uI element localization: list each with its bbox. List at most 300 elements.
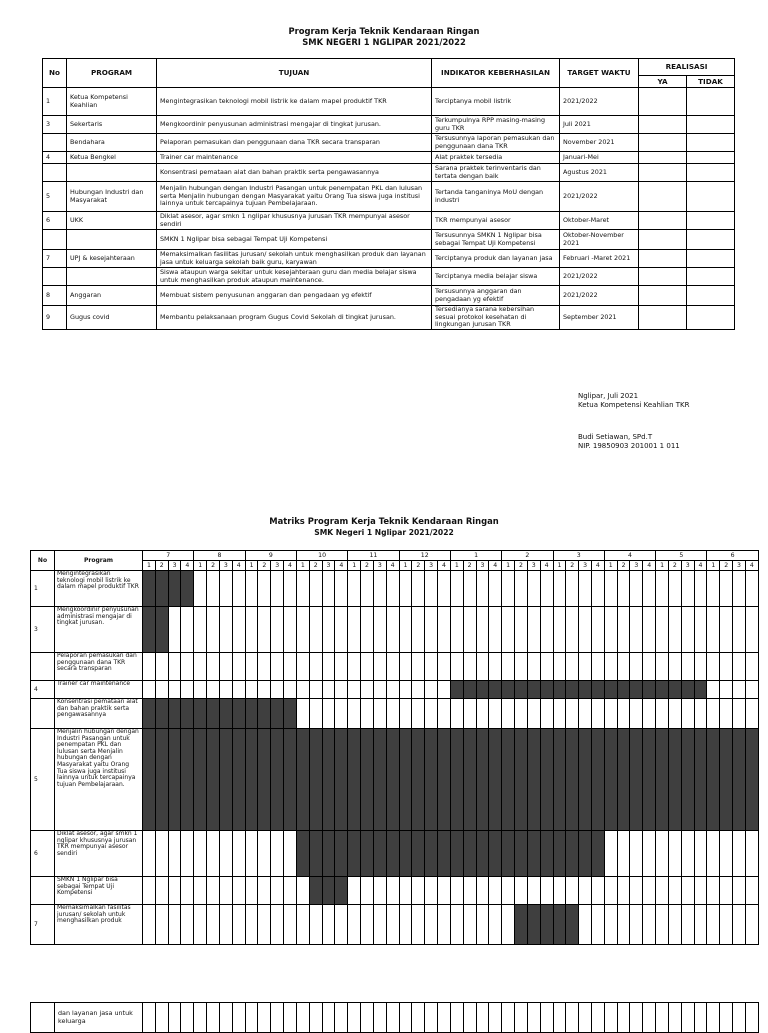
schedule-cell — [745, 831, 758, 877]
cell-no — [43, 268, 67, 286]
week-header: 1 — [707, 561, 720, 571]
schedule-cell — [399, 1003, 412, 1033]
schedule-cell — [219, 571, 232, 607]
schedule-cell — [258, 571, 271, 607]
cell-ya — [639, 286, 687, 306]
schedule-cell-filled — [527, 831, 540, 877]
schedule-cell — [232, 571, 245, 607]
schedule-cell-filled — [527, 1003, 540, 1033]
schedule-cell — [194, 1003, 207, 1033]
cell-tidak — [687, 286, 735, 306]
schedule-cell-filled — [553, 1003, 566, 1033]
schedule-cell — [348, 877, 361, 905]
week-header: 4 — [284, 561, 297, 571]
cell-target: Oktober-Maret — [560, 212, 639, 230]
cell-no: 3 — [43, 116, 67, 134]
schedule-cell — [284, 877, 297, 905]
month-header: 12 — [399, 551, 450, 561]
week-header: 4 — [232, 561, 245, 571]
schedule-cell — [181, 681, 194, 699]
schedule-cell-filled — [733, 729, 746, 831]
program-row — [43, 182, 735, 212]
schedule-cell — [373, 877, 386, 905]
cell-indikator: Terciptanya media belajar siswa — [432, 268, 560, 286]
schedule-cell — [579, 571, 592, 607]
schedule-cell — [168, 1003, 181, 1033]
schedule-cell-filled — [566, 1003, 579, 1033]
schedule-cell — [733, 831, 746, 877]
cell-ya — [639, 134, 687, 152]
schedule-cell — [245, 571, 258, 607]
week-header: 3 — [476, 561, 489, 571]
schedule-cell — [720, 653, 733, 681]
month-header: 7 — [143, 551, 194, 561]
schedule-cell — [668, 607, 681, 653]
cell-indikator: Tersusunnya laporan pemasukan dan penggunaan dana TKR — [432, 134, 560, 152]
schedule-cell — [720, 831, 733, 877]
cell-no: 9 — [43, 306, 67, 330]
week-header: 4 — [745, 561, 758, 571]
schedule-cell-filled — [694, 681, 707, 699]
schedule-cell — [591, 877, 604, 905]
schedule-cell — [476, 699, 489, 729]
schedule-cell — [707, 905, 720, 945]
schedule-cell — [284, 1003, 297, 1033]
program-table — [42, 58, 735, 330]
header-target: TARGET WAKTU — [560, 59, 639, 88]
schedule-cell — [258, 607, 271, 653]
schedule-cell — [745, 681, 758, 699]
schedule-cell-filled — [668, 681, 681, 699]
schedule-cell — [591, 1003, 604, 1033]
schedule-cell — [540, 571, 553, 607]
schedule-cell — [450, 699, 463, 729]
schedule-cell — [489, 571, 502, 607]
schedule-cell-filled — [656, 681, 669, 699]
schedule-cell-filled — [194, 699, 207, 729]
schedule-cell — [502, 653, 515, 681]
week-header: 1 — [502, 561, 515, 571]
cell-target: Februari -Maret 2021 — [560, 250, 639, 268]
schedule-cell-filled — [284, 729, 297, 831]
schedule-cell-filled — [463, 729, 476, 831]
schedule-cell — [373, 571, 386, 607]
week-header: 3 — [219, 561, 232, 571]
schedule-cell — [219, 877, 232, 905]
cell-target: Oktober-November 2021 — [560, 230, 639, 250]
schedule-cell-filled — [155, 699, 168, 729]
schedule-cell-filled — [143, 571, 156, 607]
schedule-cell — [733, 905, 746, 945]
schedule-cell — [361, 1003, 374, 1033]
schedule-cell — [630, 571, 643, 607]
schedule-cell — [553, 699, 566, 729]
schedule-cell — [245, 1003, 258, 1033]
schedule-cell-filled — [258, 729, 271, 831]
schedule-cell — [463, 877, 476, 905]
schedule-cell-filled — [155, 607, 168, 653]
cell-indikator: Sarana praktek terinventaris dan tertata dengan baik — [432, 164, 560, 182]
cell-program: Ketua Bengkel — [67, 152, 157, 164]
week-header: 2 — [668, 561, 681, 571]
schedule-cell — [309, 905, 322, 945]
cell-indikator: TKR mempunyai asesor — [432, 212, 560, 230]
schedule-cell — [207, 571, 220, 607]
schedule-cell — [284, 607, 297, 653]
schedule-cell — [386, 607, 399, 653]
cell-tidak — [687, 230, 735, 250]
schedule-cell — [373, 905, 386, 945]
schedule-cell — [348, 607, 361, 653]
week-header: 4 — [694, 561, 707, 571]
schedule-cell-filled — [604, 681, 617, 699]
schedule-cell-filled — [656, 729, 669, 831]
schedule-cell — [232, 681, 245, 699]
schedule-cell — [643, 699, 656, 729]
schedule-cell — [502, 571, 515, 607]
schedule-cell — [425, 877, 438, 905]
schedule-cell-filled — [207, 729, 220, 831]
schedule-cell — [681, 571, 694, 607]
schedule-cell — [515, 653, 528, 681]
week-header: 3 — [168, 561, 181, 571]
schedule-cell — [335, 681, 348, 699]
schedule-cell — [745, 905, 758, 945]
month-header: 8 — [194, 551, 245, 561]
schedule-cell — [489, 1003, 502, 1033]
schedule-cell — [643, 653, 656, 681]
week-header: 2 — [515, 561, 528, 571]
schedule-cell — [361, 571, 374, 607]
matrix-cell-no: 3 — [31, 607, 55, 653]
matrix-cell-no: 5 — [31, 729, 55, 831]
schedule-cell — [476, 877, 489, 905]
month-header: 3 — [553, 551, 604, 561]
cell-tujuan: Membuat sistem penyusunan anggaran dan pengadaan yg efektif — [157, 286, 432, 306]
schedule-cell-filled — [155, 571, 168, 607]
cell-tidak — [687, 250, 735, 268]
schedule-cell — [373, 699, 386, 729]
schedule-cell-filled — [476, 681, 489, 699]
schedule-cell-filled — [168, 571, 181, 607]
month-header: 1 — [450, 551, 501, 561]
week-header: 2 — [207, 561, 220, 571]
program-row — [43, 230, 735, 250]
schedule-cell — [668, 699, 681, 729]
schedule-cell — [463, 571, 476, 607]
schedule-cell — [502, 877, 515, 905]
cell-tujuan: Memaksimalkan fasilitas jurusan/ sekolah untuk menghasilkan produk dan layanan jasa untuk keluarga sekolah baik guru, karyawan — [157, 250, 432, 268]
matrix-cell-program: Konsentrasi pemataan alat dan bahan praktik serta pengawasannya — [55, 699, 143, 729]
schedule-cell — [566, 699, 579, 729]
week-header: 4 — [335, 561, 348, 571]
program-row — [43, 134, 735, 152]
schedule-cell-filled — [412, 729, 425, 831]
schedule-cell — [155, 831, 168, 877]
cell-tidak — [687, 134, 735, 152]
schedule-cell-filled — [450, 681, 463, 699]
schedule-cell-filled — [527, 681, 540, 699]
program-row — [43, 306, 735, 330]
schedule-cell-filled — [591, 729, 604, 831]
schedule-cell-filled — [681, 729, 694, 831]
cell-ya — [639, 250, 687, 268]
schedule-cell — [604, 905, 617, 945]
schedule-cell — [168, 905, 181, 945]
schedule-cell-filled — [425, 729, 438, 831]
schedule-cell-filled — [707, 729, 720, 831]
schedule-cell — [143, 905, 156, 945]
schedule-cell — [271, 607, 284, 653]
schedule-cell — [707, 699, 720, 729]
schedule-cell — [386, 699, 399, 729]
schedule-cell-filled — [348, 729, 361, 831]
schedule-cell — [630, 653, 643, 681]
schedule-cell — [438, 877, 451, 905]
schedule-cell — [399, 877, 412, 905]
schedule-cell-filled — [207, 699, 220, 729]
schedule-cell-filled — [489, 681, 502, 699]
schedule-cell-filled — [553, 681, 566, 699]
schedule-cell-filled — [515, 681, 528, 699]
schedule-cell — [219, 905, 232, 945]
week-header: 3 — [322, 561, 335, 571]
week-header: 4 — [181, 561, 194, 571]
schedule-cell — [463, 607, 476, 653]
signature-nip: NIP. 19850903 201001 1 011 — [578, 442, 680, 450]
matrix-cell-program: Memaksimalkan fasilitas jurusan/ sekolah untuk menghasilkan produk — [55, 905, 143, 945]
schedule-cell — [373, 607, 386, 653]
schedule-cell — [361, 905, 374, 945]
cell-tujuan: Menjalin hubungan dengan Industri Pasangan untuk penempatan PKL dan lulusan serta Menjalin hubungan dengan Masyarakat yaitu Orang Tua siswa juga institusi lainnya untuk tercapainya tujuan Pembelajaraan. — [157, 182, 432, 212]
schedule-cell-filled — [309, 729, 322, 831]
cell-program — [67, 164, 157, 182]
schedule-cell — [207, 681, 220, 699]
schedule-cell — [720, 571, 733, 607]
schedule-cell — [399, 905, 412, 945]
schedule-cell — [617, 905, 630, 945]
schedule-cell — [745, 877, 758, 905]
program-row — [43, 268, 735, 286]
cell-tidak — [687, 116, 735, 134]
schedule-cell — [258, 681, 271, 699]
matrix-row — [31, 831, 759, 877]
schedule-cell — [553, 607, 566, 653]
schedule-cell — [284, 905, 297, 945]
schedule-cell — [476, 571, 489, 607]
week-header: 2 — [463, 561, 476, 571]
schedule-cell — [232, 607, 245, 653]
schedule-cell — [579, 877, 592, 905]
cell-indikator: Tersusunnya SMKN 1 Nglipar bisa sebagai Tempat Uji Kompetensi — [432, 230, 560, 250]
schedule-cell-filled — [566, 681, 579, 699]
matrix-row — [31, 653, 759, 681]
schedule-cell-filled — [450, 729, 463, 831]
schedule-cell — [309, 681, 322, 699]
schedule-cell — [450, 1003, 463, 1033]
schedule-cell-filled — [296, 831, 309, 877]
schedule-cell — [181, 905, 194, 945]
week-header: 4 — [489, 561, 502, 571]
schedule-cell-filled — [745, 729, 758, 831]
schedule-cell — [335, 1003, 348, 1033]
signature-name: Budi Setiawan, SPd.T — [578, 433, 653, 441]
schedule-cell-filled — [373, 831, 386, 877]
schedule-cell — [296, 681, 309, 699]
matrix-row — [31, 729, 759, 831]
schedule-cell-filled — [425, 831, 438, 877]
schedule-cell — [450, 877, 463, 905]
document-title: Program Kerja Teknik Kendaraan Ringan — [288, 26, 480, 36]
schedule-cell-filled — [143, 729, 156, 831]
cell-indikator: Alat praktek tersedia — [432, 152, 560, 164]
schedule-cell — [155, 681, 168, 699]
schedule-cell — [386, 571, 399, 607]
schedule-cell — [463, 905, 476, 945]
schedule-cell — [271, 571, 284, 607]
week-header: 1 — [656, 561, 669, 571]
week-header: 1 — [348, 561, 361, 571]
schedule-cell — [155, 905, 168, 945]
schedule-cell — [373, 1003, 386, 1033]
schedule-cell — [348, 653, 361, 681]
schedule-cell-filled — [155, 729, 168, 831]
schedule-cell — [143, 877, 156, 905]
schedule-cell — [373, 681, 386, 699]
header-program: PROGRAM — [67, 59, 157, 88]
schedule-cell — [309, 1003, 322, 1033]
schedule-cell — [143, 653, 156, 681]
schedule-cell — [630, 607, 643, 653]
schedule-cell — [194, 831, 207, 877]
cell-tujuan: Trainer car maintenance — [157, 152, 432, 164]
schedule-cell — [335, 607, 348, 653]
schedule-cell — [668, 877, 681, 905]
schedule-cell — [155, 1003, 168, 1033]
schedule-cell — [296, 653, 309, 681]
schedule-cell-filled — [194, 729, 207, 831]
cell-target: 2021/2022 — [560, 286, 639, 306]
schedule-cell — [399, 699, 412, 729]
cell-indikator: Tertanda tanganinya MoU dengan industri — [432, 182, 560, 212]
schedule-cell — [720, 681, 733, 699]
matrix-cell-program: dan layanan jasa untuk keluarga — [55, 1003, 143, 1033]
schedule-cell — [694, 831, 707, 877]
schedule-cell — [745, 1003, 758, 1033]
matrix-row — [31, 607, 759, 653]
schedule-cell — [438, 607, 451, 653]
schedule-cell-filled — [617, 729, 630, 831]
schedule-cell — [681, 699, 694, 729]
schedule-cell — [733, 571, 746, 607]
schedule-cell — [694, 905, 707, 945]
schedule-cell — [643, 607, 656, 653]
schedule-cell — [322, 681, 335, 699]
schedule-cell — [681, 607, 694, 653]
schedule-cell-filled — [515, 831, 528, 877]
schedule-cell — [271, 1003, 284, 1033]
cell-tidak — [687, 212, 735, 230]
schedule-cell — [386, 653, 399, 681]
schedule-cell-filled — [219, 729, 232, 831]
week-header: 3 — [271, 561, 284, 571]
schedule-cell — [630, 831, 643, 877]
cell-indikator: Terciptanya produk dan layanan jasa — [432, 250, 560, 268]
schedule-cell — [168, 681, 181, 699]
schedule-cell — [694, 699, 707, 729]
week-header: 4 — [386, 561, 399, 571]
schedule-cell — [463, 699, 476, 729]
signature-role: Ketua Kompetensi Keahlian TKR — [578, 401, 690, 409]
program-row — [43, 250, 735, 268]
schedule-cell — [720, 905, 733, 945]
schedule-cell — [271, 831, 284, 877]
cell-target: Januari-Mei — [560, 152, 639, 164]
schedule-cell-filled — [181, 571, 194, 607]
schedule-cell — [591, 607, 604, 653]
schedule-cell-filled — [681, 681, 694, 699]
week-header: 2 — [720, 561, 733, 571]
schedule-cell-filled — [579, 729, 592, 831]
schedule-cell — [232, 653, 245, 681]
schedule-cell — [733, 877, 746, 905]
schedule-cell — [271, 905, 284, 945]
schedule-cell — [258, 1003, 271, 1033]
schedule-cell — [707, 1003, 720, 1033]
matrix-row-continued — [31, 1003, 759, 1033]
schedule-cell-filled — [245, 699, 258, 729]
schedule-cell — [322, 607, 335, 653]
cell-indikator: Terkumpulnya RPP masing-masing guru TKR — [432, 116, 560, 134]
week-header: 3 — [733, 561, 746, 571]
schedule-cell-filled — [720, 729, 733, 831]
schedule-cell — [502, 699, 515, 729]
matrix-cell-no — [31, 1003, 55, 1033]
header-tidak: TIDAK — [687, 76, 735, 88]
matrix-cell-program: Trainer car maintenance — [55, 681, 143, 699]
cell-indikator: Tersusunnya anggaran dan pengadaan yg efektif — [432, 286, 560, 306]
page-gap — [0, 968, 768, 976]
schedule-cell — [207, 905, 220, 945]
cell-tujuan: Mengkoordinir penyusunan administrasi mengajar di tingkat jurusan. — [157, 116, 432, 134]
week-header: 1 — [399, 561, 412, 571]
schedule-cell — [168, 653, 181, 681]
schedule-cell — [553, 571, 566, 607]
schedule-cell-filled — [412, 831, 425, 877]
program-row — [43, 152, 735, 164]
schedule-cell-filled — [489, 729, 502, 831]
schedule-cell-filled — [271, 699, 284, 729]
schedule-cell — [361, 607, 374, 653]
schedule-cell — [425, 905, 438, 945]
matrix-row — [31, 699, 759, 729]
schedule-cell — [219, 607, 232, 653]
schedule-cell — [361, 699, 374, 729]
schedule-cell-filled — [438, 729, 451, 831]
schedule-cell-filled — [322, 877, 335, 905]
schedule-cell — [656, 1003, 669, 1033]
cell-tidak — [687, 88, 735, 116]
schedule-cell — [245, 877, 258, 905]
schedule-cell — [438, 699, 451, 729]
schedule-cell — [168, 877, 181, 905]
schedule-cell-filled — [309, 831, 322, 877]
schedule-cell — [207, 1003, 220, 1033]
schedule-cell-filled — [476, 729, 489, 831]
cell-tidak — [687, 164, 735, 182]
schedule-cell — [425, 1003, 438, 1033]
schedule-cell-filled — [527, 729, 540, 831]
